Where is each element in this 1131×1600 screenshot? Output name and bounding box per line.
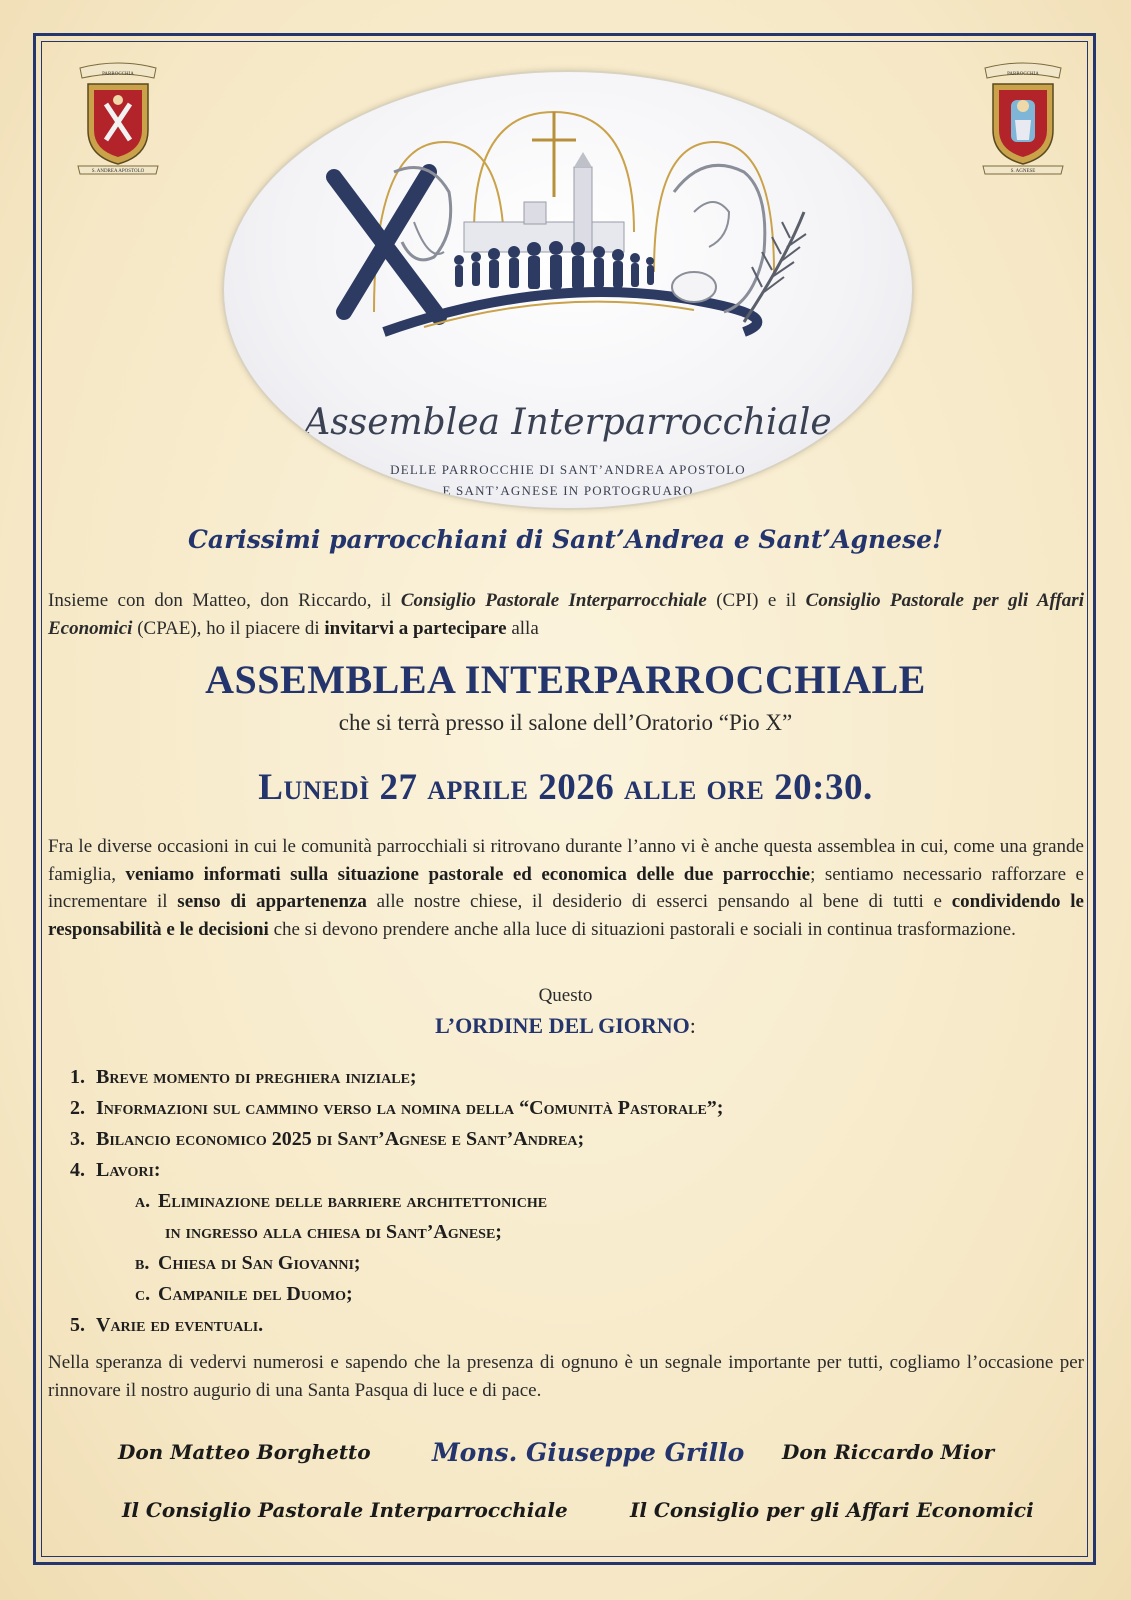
agenda-item-number: 4. [70,1159,85,1181]
body-text-1: Fra le diverse occasioni in cui le comunità parrocchiali si ritrovano durante l’anno vi è anche questa assemblea in cui, come una grande famiglia, [48,836,1084,885]
body-text-3: alle nostre chiese, il desiderio di esserci pensando al bene di tutti e [366,891,952,912]
signature-mons-grillo: Mons. Giuseppe Grillo [432,1438,745,1467]
crest-sant-andrea [70,60,166,180]
agenda-heading [0,1013,1131,1039]
signature-don-matteo: Don Matteo Borghetto [118,1440,371,1464]
agenda-item-number: 5. [70,1314,85,1336]
body-paragraph [48,833,1084,943]
agenda-item [70,1062,1070,1093]
body-bold-1: veniamo informati sulla situazione pastorale ed economica delle due parrocchie [125,863,811,885]
svg-text:PARROCCHIA: PARROCCHIA [1007,72,1039,77]
logo-subtitle-line2: E SANT’AGNESE IN PORTOGRUARO [442,483,694,498]
agenda-heading-text: L’ORDINE DEL GIORNO [435,1013,690,1038]
agenda-subitem-continuation [70,1217,1070,1248]
agenda-subitem-letter: c. [135,1283,151,1305]
signature-cpae: Il Consiglio per gli Affari Economici [630,1498,1034,1522]
agenda-item [70,1310,1070,1341]
event-date: Lunedì 27 aprile 2026 alle ore 20:30. [258,767,873,808]
agenda-item-number: 3. [70,1128,85,1150]
crest-sant-agnese [975,60,1071,180]
intro-invite: invitarvi a partecipare [324,617,507,639]
agenda-item-text: Lavori: [96,1159,161,1181]
intro-text-3: (CPAE), ho il piacere di [132,617,325,639]
crest-sant-agnese-icon [975,60,1071,180]
agenda-heading-colon: : [689,1013,696,1038]
svg-text:PARROCCHIA: PARROCCHIA [102,72,134,77]
event-location: che si terrà presso il salone dell’Oratorio “Pio X” [338,710,793,735]
agenda-item-text: Breve momento di preghiera iniziale; [96,1066,417,1088]
body-text-2: ; sentiamo necessario rafforzare e incrementare il [48,863,1084,912]
agenda-subitem [70,1279,1070,1310]
agenda-subitem-text: Campanile del Duomo; [158,1283,353,1305]
agenda-item [70,1124,1070,1155]
agenda-list [70,1062,1070,1341]
event-title: ASSEMBLEA INTERPARROCCHIALE [205,657,926,702]
agenda-item-number: 1. [70,1066,85,1088]
agenda-subitem-text: Eliminazione delle barriere architettoniche [158,1190,548,1212]
agenda-subitem [70,1248,1070,1279]
intro-text-2: (CPI) e il [706,590,806,611]
body-text-4: che si devono prendere anche alla luce di situazioni pastorali e sociali in continua trasformazione. [268,918,1016,940]
agenda-intro: Questo [538,985,593,1006]
agenda-subitem-text: Chiesa di San Giovanni; [158,1252,361,1274]
assembly-logo [222,70,914,510]
agenda-subitem-text: in ingresso alla chiesa di Sant’Agnese; [165,1221,502,1243]
agenda-item [70,1093,1070,1124]
agenda-item-text: Bilancio economico 2025 di Sant’Agnese e Sant’Andrea; [96,1128,585,1150]
intro-cpi: Consiglio Pastorale Interparrocchiale [400,590,707,611]
intro-text-1: Insieme con don Matteo, don Riccardo, il [48,590,401,611]
intro-text-4: alla [506,617,539,639]
svg-text:S. ANDREA APOSTOLO: S. ANDREA APOSTOLO [91,169,145,174]
agenda-subitem [70,1186,1070,1217]
body-bold-2: senso di appartenenza [177,891,367,912]
agenda-subitem-letter: a. [135,1190,151,1212]
logo-illustration [224,72,912,402]
greeting: Carissimi parrocchiani di Sant’Andrea e Sant’Agnese! [187,525,944,554]
intro-paragraph [48,587,1084,642]
agenda-item-number: 2. [70,1097,85,1119]
signature-cpi: Il Consiglio Pastorale Interparrocchiale [122,1498,568,1522]
agenda-subitem-letter: b. [135,1252,150,1274]
intro-cpae: Consiglio Pastorale per gli Affari Economici [48,590,1084,639]
logo-title: Assemblea Interparrocchiale [304,402,832,443]
closing-paragraph: Nella speranza di vedervi numerosi e sapendo che la presenza di ognuno è un segnale importante per tutti, cogliamo l’occasione per rinnovare il nostro augurio di una Santa Pasqua di luce e di pace. [48,1352,1084,1401]
logo-subtitle-line1: DELLE PARROCCHIE DI SANT’ANDREA APOSTOLO [390,462,746,477]
agenda-item-text: Informazioni sul cammino verso la nomina della “Comunità Pastorale”; [96,1097,724,1119]
crest-sant-andrea-icon [70,60,166,180]
agenda-item-text: Varie ed eventuali. [96,1314,264,1336]
agenda-item [70,1155,1070,1186]
signature-don-riccardo: Don Riccardo Mior [782,1440,995,1464]
svg-text:S. AGNESE: S. AGNESE [1010,169,1036,174]
body-bold-3: condividendo le responsabilità e le decisioni [48,891,1084,940]
